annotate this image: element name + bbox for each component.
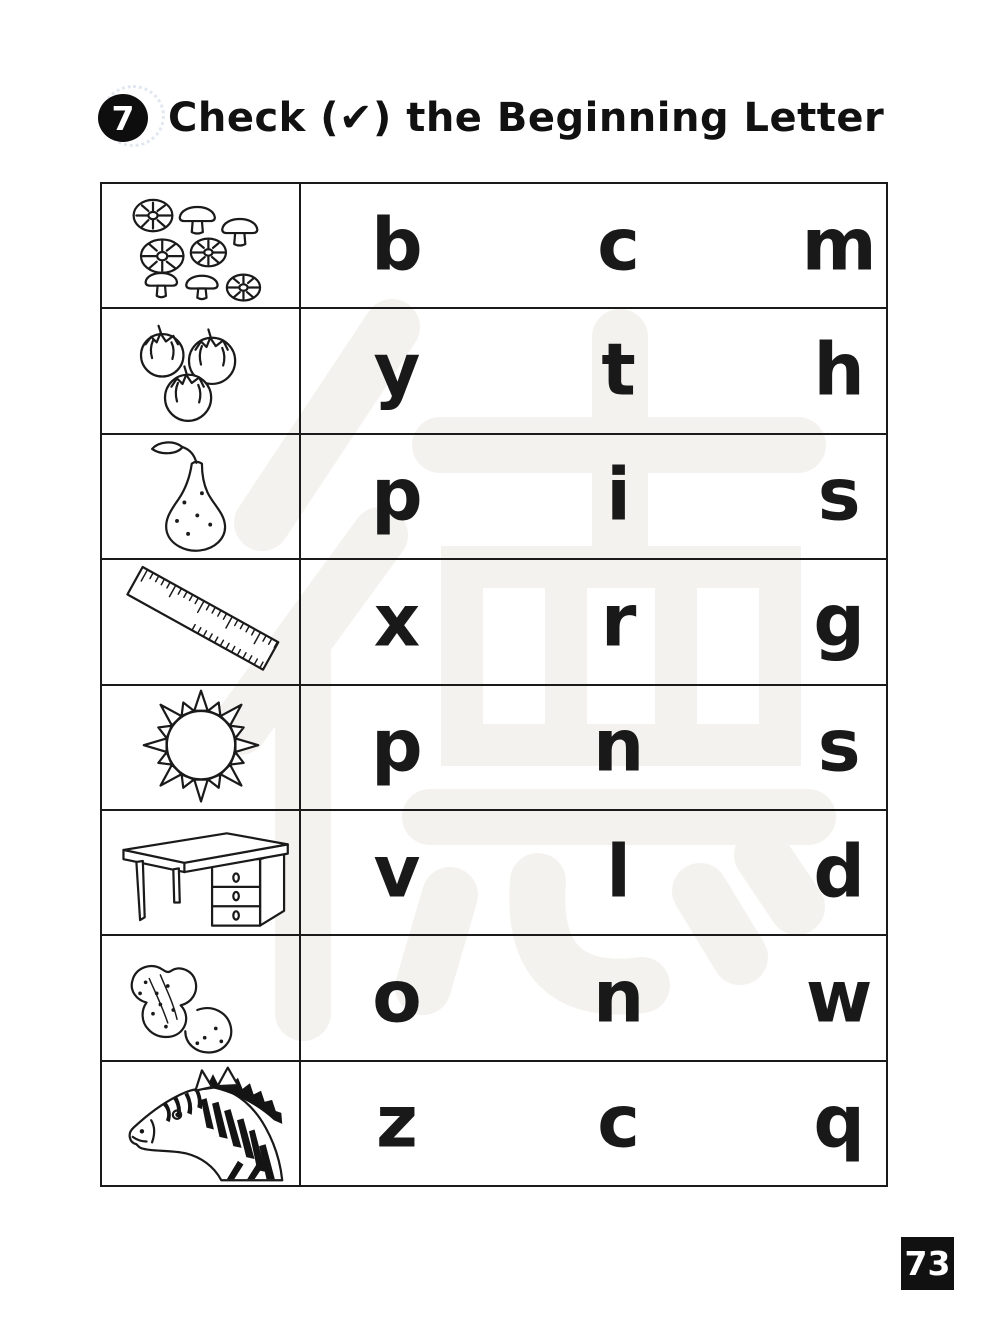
exercise-number-badge [98, 94, 148, 142]
table-row [102, 433, 886, 558]
letter-options-cell [301, 936, 886, 1059]
letter-option[interactable]: s [817, 452, 861, 537]
letter-option[interactable]: d [813, 829, 865, 914]
letter-option[interactable]: v [373, 829, 421, 914]
letter-options-cell [301, 686, 886, 809]
letter-option[interactable]: c [597, 1079, 640, 1164]
picture-cell [102, 811, 301, 934]
page-number: 73 [904, 1244, 951, 1283]
picture-cell [102, 936, 301, 1059]
picture-cell [102, 560, 301, 683]
picture-cell [102, 1062, 301, 1185]
letter-option[interactable]: m [801, 202, 877, 287]
peanuts-image [105, 938, 297, 1058]
letter-option[interactable]: n [593, 703, 645, 788]
table-row [102, 307, 886, 432]
picture-cell [102, 184, 301, 307]
letter-option[interactable]: t [601, 327, 636, 412]
letter-options-cell [301, 811, 886, 934]
letter-option[interactable]: l [606, 829, 631, 914]
page-number-badge [901, 1237, 954, 1290]
picture-cell [102, 435, 301, 558]
table-row [102, 1060, 886, 1185]
letter-options-cell [301, 1062, 886, 1185]
worksheet-table [100, 182, 888, 1187]
letter-option[interactable]: p [371, 452, 423, 537]
table-row [102, 934, 886, 1059]
letter-option[interactable]: i [606, 452, 631, 537]
letter-option[interactable]: n [593, 954, 645, 1039]
table-row [102, 809, 886, 934]
desk-image [105, 813, 297, 933]
table-row [102, 684, 886, 809]
letter-option[interactable]: o [372, 954, 422, 1039]
letter-option[interactable]: b [371, 202, 423, 287]
letter-option[interactable]: z [375, 1079, 418, 1164]
tomatoes-image [105, 311, 297, 431]
letter-option[interactable]: g [813, 578, 865, 663]
ruler-image [105, 562, 297, 682]
letter-options-cell [301, 560, 886, 683]
letter-options-cell [301, 309, 886, 432]
letter-options-cell [301, 184, 886, 307]
letter-option[interactable]: q [813, 1079, 865, 1164]
exercise-number: 7 [111, 98, 135, 138]
table-row [102, 558, 886, 683]
pear-image [105, 436, 297, 556]
letter-option[interactable]: y [373, 327, 421, 412]
table-row [102, 184, 886, 307]
letter-option[interactable]: x [373, 578, 421, 663]
letter-option[interactable]: p [371, 703, 423, 788]
mushrooms-image [105, 186, 297, 306]
letter-option[interactable]: w [805, 954, 873, 1039]
picture-cell [102, 686, 301, 809]
page-title: Check (✔) the Beginning Letter [168, 95, 885, 141]
header [98, 94, 884, 142]
picture-cell [102, 309, 301, 432]
zebra-image [105, 1063, 297, 1183]
letter-option[interactable]: c [597, 202, 640, 287]
sun-image [105, 687, 297, 807]
letter-option[interactable]: h [813, 327, 865, 412]
letter-option[interactable]: r [600, 578, 637, 663]
letter-options-cell [301, 435, 886, 558]
letter-option[interactable]: s [817, 703, 861, 788]
